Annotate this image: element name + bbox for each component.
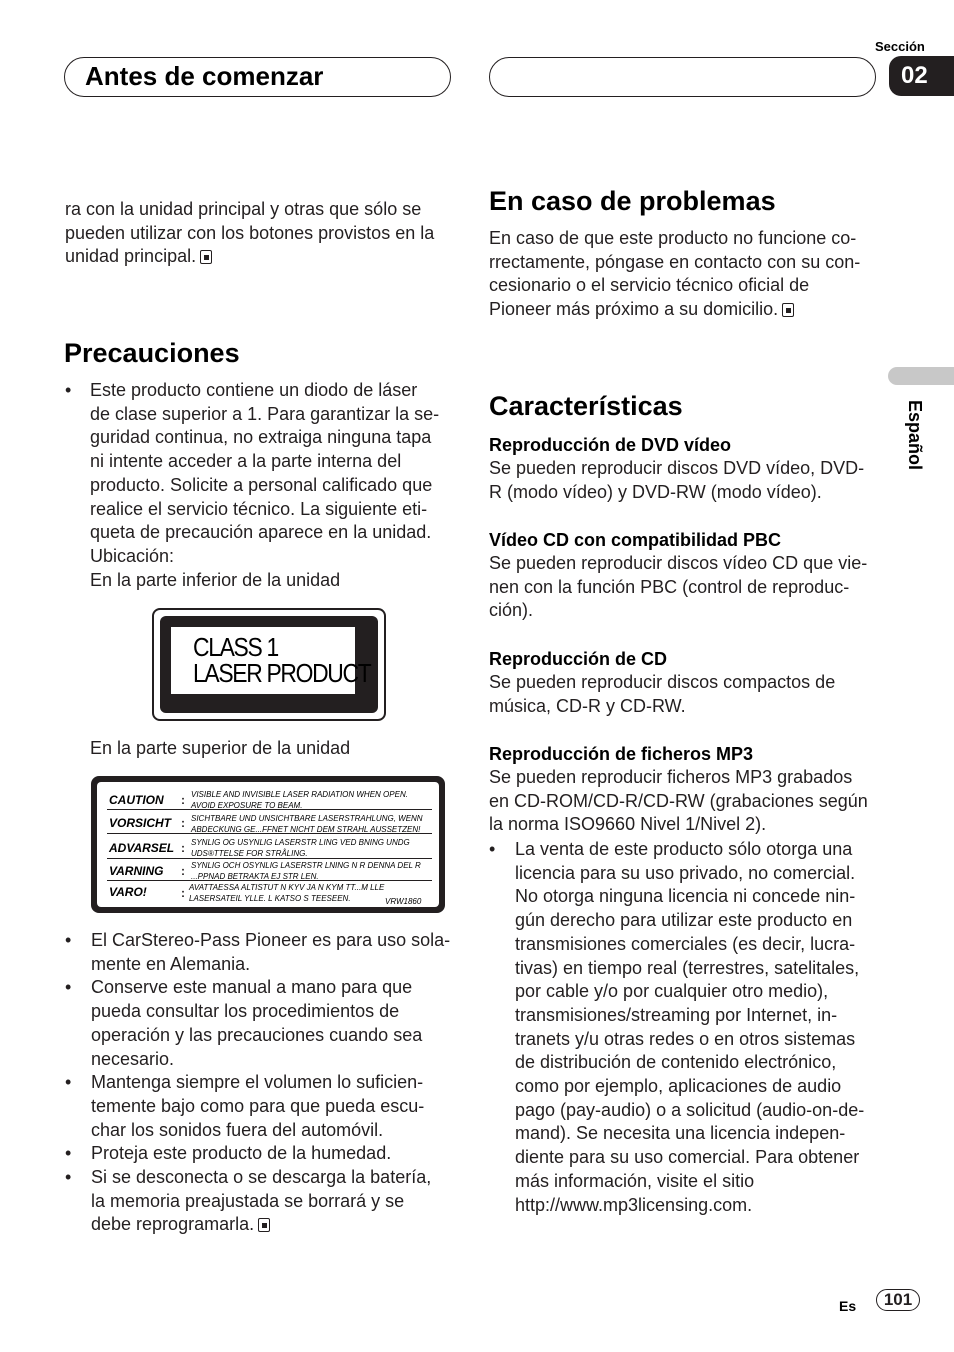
dvd-subheading: Reproducción de DVD vídeo	[489, 435, 732, 455]
precauciones-list	[65, 929, 465, 1237]
caution-text: SYNLIG OG USYNLIG LASERSTR LING VED BNING UNDG	[191, 838, 410, 847]
dvd-paragraph	[489, 457, 864, 504]
label-code: VRW1860	[385, 897, 422, 906]
caution-colon: :	[181, 864, 185, 878]
location-top-caption: En la parte superior de la unidad	[90, 738, 351, 758]
footer-lang-code: Es	[839, 1298, 857, 1314]
list-item	[65, 1142, 465, 1166]
mp3-subheading: Reproducción de ficheros MP3	[489, 744, 754, 764]
text-line: queta de precaución aparece en la unidad.	[90, 522, 432, 543]
page-title: Antes de comenzar	[85, 61, 324, 91]
laser-label-line2: LASER PRODUCT	[193, 658, 371, 688]
header-blank-frame	[489, 57, 876, 97]
problemas-paragraph	[489, 227, 860, 322]
caution-text: VISIBLE AND INVISIBLE LASER RADIATION WHEN OPEN.	[191, 790, 408, 799]
page-number: 101	[876, 1289, 920, 1311]
text-line: La venta de este producto sólo otorga una	[515, 839, 853, 859]
text-line: más información, visite el sitio	[515, 1170, 755, 1191]
text-line: por cable y/o por cualquier otro medio),	[515, 981, 829, 1002]
caution-divider	[107, 833, 432, 834]
caution-label	[91, 776, 445, 913]
caution-key: VORSICHT	[109, 816, 172, 830]
caution-text: AVATTAESSA ALTISTUT N KYV JA N KYM TT...M LLE	[189, 883, 385, 892]
text-line: como por ejemplo, aplicaciones de audio	[515, 1076, 842, 1097]
text-line: char los sonidos fuera del automóvil.	[91, 1119, 384, 1140]
text-line: guridad continua, no extraiga ninguna tapa	[90, 427, 432, 448]
mp3-license-bullet: • La venta de este producto sólo otorga una licencia para su uso privado, no comercial. No otorga ninguna licencia ni concede nin- gún derecho para utilizar este producto en transmisiones comerciales (es decir, lucra- tivas) en tiempo real (terrestres, satelitales, por cable y/o por cualquier otro medio), transmisiones/streaming por Internet, in- tranets y/u otras redes o en otros sistemas de distribución de contenido electrónico, como por ejemplo, aplicaciones de audio pago (pay-audio) o a solicitud (audio-on-de- mand). Se necesita una licencia indepen- diente para su uso comercial. Para obtener más información, visite el sitio http://www.mp3licensing.com.	[489, 838, 864, 1217]
caution-label-panel	[97, 782, 439, 907]
text-line: • El CarStereo-Pass Pioneer es para uso sola-	[91, 930, 451, 950]
precauciones-bullet-1: • Este producto contiene un diodo de láser de clase superior a 1. Para garantizar la se- guridad continua, no extraiga ninguna tapa ni intente acceder a la parte interna del producto. Solicite a personal calificado que realice el servicio técnico. La siguiente eti- queta de precaución aparece en la unidad. Ubicación: En la parte inferior de la unidad	[65, 379, 465, 592]
end-mark-icon	[782, 303, 794, 317]
caution-key: ADVARSEL	[109, 841, 175, 855]
list-item	[65, 976, 465, 1071]
text-line: pueda consultar los procedimientos de	[91, 1001, 400, 1022]
text-line: transmisiones/streaming por Internet, in-	[515, 1004, 838, 1025]
text-line: En caso de que este producto no funcione co-	[489, 228, 857, 248]
text-line: la memoria preajustada se borrará y se	[91, 1190, 405, 1211]
list-item	[65, 1166, 465, 1237]
caution-divider	[107, 880, 432, 881]
list-item	[65, 929, 465, 976]
text-line: la norma ISO9660 Nivel 1/Nivel 2).	[489, 814, 767, 835]
caution-text: ...PPNAD BETRAKTA EJ STR LEN.	[191, 872, 319, 881]
caution-colon: :	[181, 841, 185, 855]
text-line: mand). Se necesita una licencia indepen-	[515, 1123, 846, 1144]
caution-text: UDS®TTELSE FOR STRÅLING.	[191, 849, 308, 858]
text-line: Pioneer más próximo a su domicilio.	[489, 299, 779, 320]
text-line: realice el servicio técnico. La siguiente eti-	[90, 498, 428, 519]
text-line: tranets y/u otras redes o en otros sistemas	[515, 1028, 856, 1049]
text-line: • Proteja este producto de la humedad.	[91, 1143, 392, 1164]
text-line: Se pueden reproducir discos DVD vídeo, DVD-	[489, 458, 865, 478]
cd-paragraph	[489, 671, 835, 718]
text-line: Se pueden reproducir discos compactos de	[489, 672, 836, 692]
caution-text: AVOID EXPOSURE TO BEAM.	[191, 801, 303, 810]
intro-paragraph	[65, 198, 455, 269]
text-line: gún derecho para utilizar este producto en	[515, 910, 853, 931]
text-line: • Mantenga siempre el volumen lo suficien-	[91, 1072, 424, 1093]
class1-laser-label	[152, 608, 386, 721]
caution-divider	[107, 858, 432, 859]
text-line: en CD-ROM/CD-R/CD-RW (grabaciones según	[489, 790, 868, 811]
location-bottom: En la parte inferior de la unidad	[90, 569, 341, 590]
laser-label-panel	[171, 627, 371, 694]
text-line: de distribución de contenido electrónico,	[515, 1052, 837, 1073]
caution-text: LASERSATEIL YLLE. L KATSO S TEESEEN.	[189, 894, 351, 903]
text-line: cesionario o el servicio técnico oficial de	[489, 275, 810, 296]
caution-text: SICHTBARE UND UNSICHTBARE LASERSTRAHLUNG, WENN	[191, 814, 423, 823]
problemas-heading: En caso de problemas	[489, 186, 776, 216]
intro-text: ra con la unidad principal y otras que sólo se pueden utilizar con los botones provistos en la unidad principal.	[65, 199, 435, 267]
caution-colon: :	[181, 793, 185, 807]
vcd-paragraph	[489, 552, 867, 623]
caution-divider	[107, 809, 432, 810]
mp3-paragraph	[489, 766, 868, 837]
text-line: mente en Alemania.	[91, 953, 251, 974]
text-line: de clase superior a 1. Para garantizar la se-	[90, 403, 440, 424]
text-line: licencia para su uso privado, no comercial.	[515, 862, 856, 883]
text-line: Se pueden reproducir discos vídeo CD que vie-	[489, 553, 868, 573]
caution-key: VARO!	[109, 885, 147, 899]
text-line: nen con la función PBC (control de reproduc-	[489, 576, 850, 597]
text-line: transmisiones comerciales (es decir, lucra-	[515, 933, 856, 954]
cd-subheading: Reproducción de CD	[489, 649, 668, 669]
text-line: tivas) en tiempo real (terrestres, satelitales,	[515, 957, 860, 978]
text-line: Se pueden reproducir ficheros MP3 grabados	[489, 767, 853, 787]
text-line: R (modo vídeo) y DVD-RW (modo vídeo).	[489, 481, 822, 502]
text-line: rrectamente, póngase en contacto con su con-	[489, 251, 861, 272]
location-label: Ubicación:	[90, 545, 175, 566]
language-label: Español	[905, 400, 925, 471]
caution-text: ABDECKUNG GE...FFNET NICHT DEM STRAHL AUSSETZEN!	[191, 825, 421, 834]
vcd-subheading: Vídeo CD con compatibilidad PBC	[489, 530, 782, 550]
section-label: Sección	[875, 39, 925, 54]
text-line: • Si se desconecta o se descarga la batería,	[91, 1167, 432, 1188]
text-line: • Conserve este manual a mano para que	[91, 977, 413, 998]
language-tab	[888, 367, 954, 385]
section-number: 02	[889, 56, 954, 96]
mp3-licensing-url: http://www.mp3licensing.com.	[515, 1194, 753, 1215]
laser-label-line1: CLASS 1	[193, 632, 278, 662]
text-line: operación y las precauciones cuando sea	[91, 1024, 423, 1045]
text-line: temente bajo como para que pueda escu-	[91, 1095, 425, 1116]
end-mark-icon	[258, 1218, 270, 1232]
end-mark-icon	[200, 250, 212, 264]
caution-text: SYNLIG OCH OSYNLIG LASERSTR LNING N R DENNA DEL R	[191, 861, 421, 870]
caution-key: CAUTION	[109, 793, 164, 807]
text-line: diente para su uso comercial. Para obtener	[515, 1147, 860, 1168]
caution-colon: :	[181, 886, 185, 900]
text-line: música, CD-R y CD-RW.	[489, 695, 686, 716]
precauciones-heading: Precauciones	[64, 338, 240, 368]
text-line: ni intente acceder a la parte interna del	[90, 451, 402, 472]
text-line: Este producto contiene un diodo de láser	[90, 380, 418, 400]
caracteristicas-heading: Características	[489, 391, 683, 421]
caution-key: VARNING	[109, 864, 164, 878]
text-line: producto. Solicite a personal calificado que	[90, 474, 433, 495]
text-line: ción).	[489, 600, 534, 621]
text-line: debe reprogramarla.	[91, 1214, 255, 1235]
text-line: pago (pay-audio) o a solicitud (audio-on-de-	[515, 1099, 865, 1120]
text-line: No otorga ninguna licencia ni concede nin-	[515, 886, 856, 907]
text-line: necesario.	[91, 1048, 175, 1069]
caution-colon: :	[181, 816, 185, 830]
list-item	[65, 1071, 465, 1142]
